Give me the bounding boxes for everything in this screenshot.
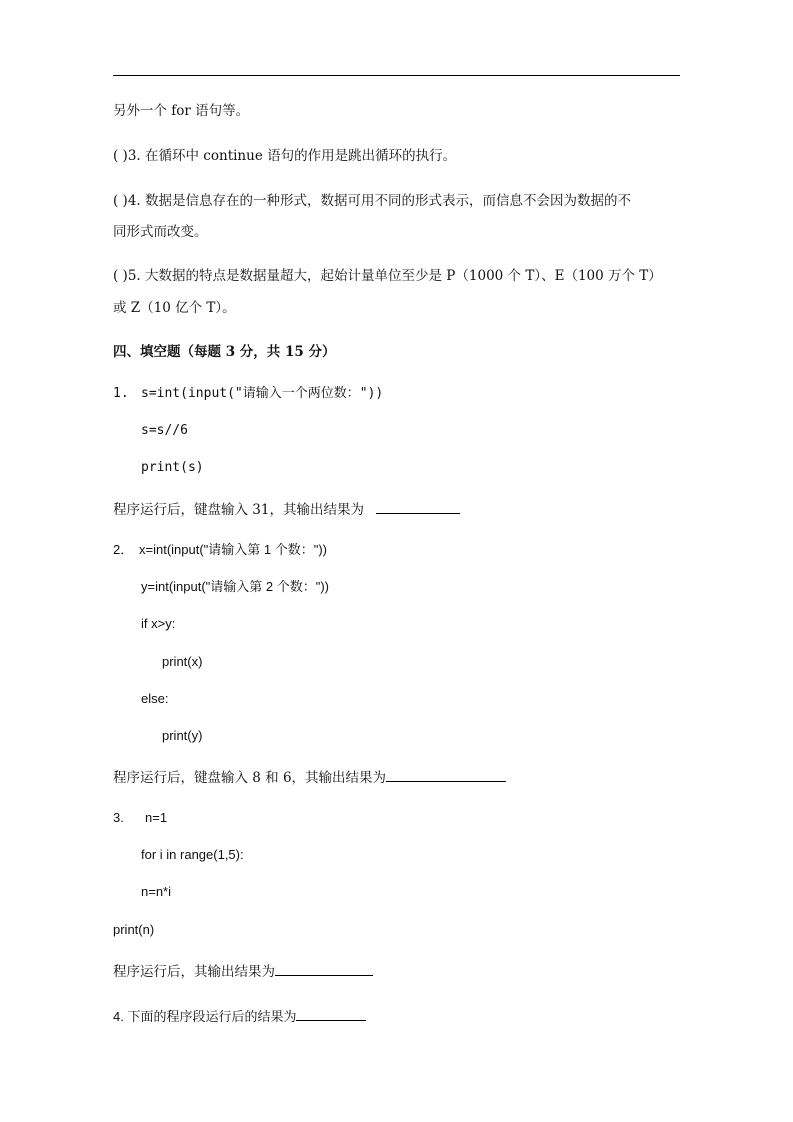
judgement-text: 数据是信息存在的一种形式，数据可用不同的形式表示，而信息不会因为数据的不 <box>145 193 632 209</box>
q2-prompt <box>113 767 506 787</box>
code-line: if x>y: <box>141 616 176 631</box>
header-rule <box>113 75 680 76</box>
code-line: print(x) <box>162 654 203 669</box>
code-line: print(y) <box>162 728 203 743</box>
code-line: print(n) <box>113 922 155 937</box>
judgement-text-cont: 同形式而改变。 <box>113 224 208 240</box>
code-line: n=1 <box>145 810 168 825</box>
judgement-tail: 另外一个 for 语句等。 <box>113 103 250 119</box>
judgement-item-3 <box>113 147 456 165</box>
code-line: s=s//6 <box>141 423 188 438</box>
answer-blank[interactable] <box>275 961 373 976</box>
answer-paren[interactable]: ( )4. <box>113 193 141 209</box>
q1-number: 1. <box>113 386 129 401</box>
prompt-text: 4. 下面的程序段运行后的结果为 <box>113 1009 297 1024</box>
answer-blank[interactable] <box>296 1006 366 1021</box>
section-title: 四、填空题（每题 3 分，共 15 分） <box>113 344 336 360</box>
q3-prompt <box>113 961 373 981</box>
prompt-text: 程序运行后，键盘输入 31，其输出结果为 <box>113 502 364 518</box>
judgement-text: 大数据的特点是数据量超大，起始计量单位至少是 P（1000 个 T）、E（100 万个 T） <box>145 268 662 284</box>
judgement-text-cont: 或 Z（10 亿个 T）。 <box>113 300 236 316</box>
judgement-item-4 <box>113 192 631 210</box>
prompt-text: 程序运行后，其输出结果为 <box>113 964 275 980</box>
q3-number: 3. <box>113 810 124 825</box>
prompt-text: 程序运行后，键盘输入 8 和 6，其输出结果为 <box>113 770 387 786</box>
q4-prompt <box>113 1006 366 1026</box>
code-line: print(s) <box>141 460 204 475</box>
code-line: s=int(input("请输入一个两位数：")) <box>141 386 384 401</box>
code-line: for i in range(1,5): <box>141 847 244 862</box>
code-line: y=int(input("请输入第 2 个数：")) <box>141 579 330 594</box>
code-line: n=n*i <box>141 884 171 899</box>
judgement-text: 在循环中 continue 语句的作用是跳出循环的执行。 <box>145 148 457 164</box>
answer-blank[interactable] <box>376 499 460 514</box>
code-line: else: <box>141 691 169 706</box>
answer-blank[interactable] <box>386 767 506 782</box>
answer-paren[interactable]: ( )3. <box>113 148 141 164</box>
judgement-item-5 <box>113 267 662 285</box>
answer-paren[interactable]: ( )5. <box>113 268 141 284</box>
q1-prompt <box>113 499 460 519</box>
code-line: x=int(input("请输入第 1 个数：")) <box>139 542 328 557</box>
q2-number: 2． <box>113 542 134 557</box>
